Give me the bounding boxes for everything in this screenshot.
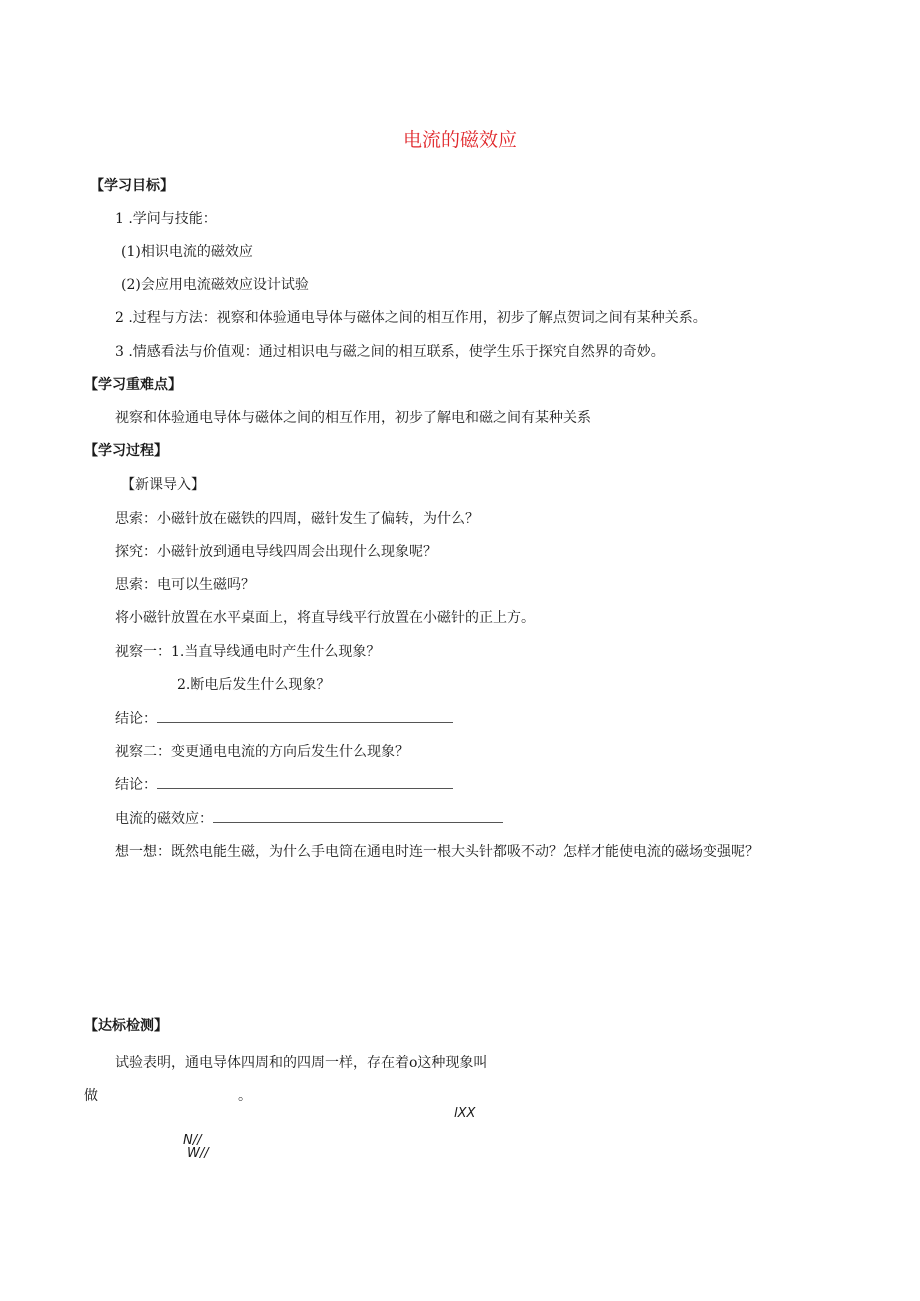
- objective-2: 2 .过程与方法：视察和体验通电导体与磁体之间的相互作用，初步了解点贺词之间有某种关系。: [115, 310, 707, 326]
- observation-1-q1: 视察一：1.当直导线通电时产生什么现象？: [115, 644, 381, 660]
- conclusion-2-label: 结论：: [115, 777, 157, 793]
- page-title: 电流的磁效应: [402, 129, 517, 151]
- magnetic-effect-label: 电流的磁效应：: [115, 811, 213, 827]
- setup-text: 将小磁针放置在水平桌面上，将直导线平行放置在小磁针的正上方。: [115, 610, 535, 626]
- explore: 探究：小磁针放到通电导线四周会出现什么现象呢？: [115, 544, 437, 560]
- magnetic-effect: [115, 810, 503, 828]
- think-2: 思索：电可以生磁吗？: [115, 577, 255, 593]
- test-period: 。: [238, 1088, 252, 1104]
- magnetic-effect-blank[interactable]: [213, 810, 503, 823]
- think-1: 思索：小磁针放在磁铁的四周，磁针发生了偏转，为什么？: [115, 511, 479, 527]
- objective-1b: (2)会应用电流磁效应设计试验: [121, 277, 309, 293]
- keypoints-heading: 【学习重难点】: [84, 377, 182, 393]
- test-text: 试验表明，通电导体四周和的四周一样，存在着o这种现象叫: [115, 1055, 488, 1071]
- conclusion-1: [115, 710, 453, 728]
- process-heading: 【学习过程】: [84, 443, 168, 459]
- objective-3: 3 .情感看法与价值观：通过相识电与磁之间的相互联系，使学生乐于探究自然界的奇妙。: [115, 344, 665, 360]
- conclusion-2: [115, 776, 453, 794]
- figure-label-1: lXX: [454, 1106, 476, 1121]
- observation-2: 视察二：变更通电电流的方向后发生什么现象？: [115, 744, 409, 760]
- conclusion-2-blank[interactable]: [157, 776, 453, 789]
- figure-label-3: W//: [187, 1146, 209, 1161]
- objective-1a: (1)相识电流的磁效应: [121, 244, 253, 260]
- objective-1: 1 .学问与技能：: [115, 211, 217, 227]
- figure-label-2: N//: [183, 1133, 202, 1148]
- intro-heading: 【新课导入】: [121, 477, 205, 493]
- keypoints-text: 视察和体验通电导体与磁体之间的相互作用，初步了解电和磁之间有某种关系: [115, 410, 591, 426]
- test-heading: 【达标检测】: [84, 1018, 168, 1034]
- conclusion-1-label: 结论：: [115, 711, 157, 727]
- test-text-2: 做: [84, 1088, 98, 1104]
- think-about: 想一想：既然电能生磁，为什么手电筒在通电时连一根大头针都吸不动？怎样才能使电流的磁场变强呢？: [115, 844, 759, 860]
- conclusion-1-blank[interactable]: [157, 710, 453, 723]
- objectives-heading: 【学习目标】: [90, 178, 174, 194]
- observation-1-q2: 2.断电后发生什么现象？: [177, 677, 331, 693]
